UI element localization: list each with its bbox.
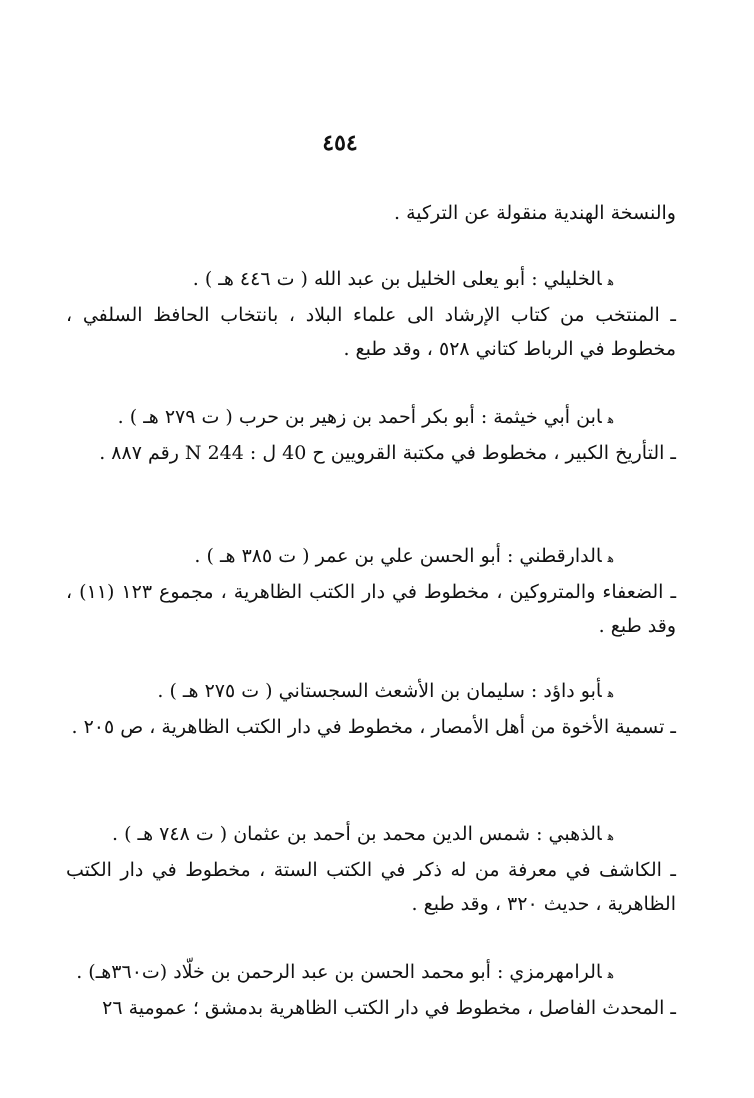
entry-khalili: [66, 262, 676, 366]
entry-dhahabi: [66, 817, 676, 921]
bullet-icon: ه: [607, 686, 614, 700]
intro-line: والنسخة الهندية منقولة عن التركية .: [394, 202, 676, 224]
entry-head-text: الدارقطني : أبو الحسن علي بن عمر ( ت ٣٨٥ هـ ) .: [194, 545, 602, 567]
entry-ibn-abi-khaythama: [66, 400, 676, 470]
entry-daraqutni: [66, 539, 676, 643]
entry-desc: ـ التأريخ الكبير ، مخطوط في مكتبة القرويين ح 40 ل : N 244 رقم ٨٨٧ .: [99, 442, 676, 464]
entry-head: [66, 539, 676, 575]
bullet-icon: ه: [607, 967, 614, 981]
bullet-icon: ه: [607, 551, 614, 565]
entry-head-text: الرامهرمزي : أبو محمد الحسن بن عبد الرحمن بن خلّاد (ت٣٦٠هـ) .: [76, 961, 602, 983]
bullet-icon: ه: [607, 829, 614, 843]
entry-head-text: الذهبي : شمس الدين محمد بن أحمد بن عثمان ( ت ٧٤٨ هـ ) .: [111, 823, 602, 845]
entry-abu-dawud: [66, 674, 676, 744]
entry-desc: ـ المنتخب من كتاب الإرشاد الى علماء البلاد ، بانتخاب الحافظ السلفي ، مخطوط في الرباط كتاني ٥٢٨ ، وقد طبع .: [66, 304, 676, 360]
entry-head-text: أبو داؤد : سليمان بن الأشعث السجستاني ( ت ٢٧٥ هـ ) .: [157, 680, 602, 702]
bullet-icon: ه: [607, 274, 614, 288]
entry-ramahurmuzi: [66, 955, 676, 1025]
entry-desc: ـ الضعفاء والمتروكين ، مخطوط في دار الكتب الظاهرية ، مجموع ١٢٣ (١١) ، وقد طبع .: [66, 581, 677, 637]
bullet-icon: ه: [607, 412, 614, 426]
entry-head: [66, 674, 676, 710]
entry-desc: ـ المحدث الفاصل ، مخطوط في دار الكتب الظاهرية بدمشق ؛ عمومية ٢٦: [102, 997, 676, 1019]
entry-head: [66, 400, 676, 436]
entry-head-text: الخليلي : أبو يعلى الخليل بن عبد الله ( ت ٤٤٦ هـ ) .: [192, 268, 602, 290]
entry-head: [66, 955, 676, 991]
entry-desc: ـ الكاشف في معرفة من له ذكر في الكتب الستة ، مخطوط في دار الكتب الظاهرية ، حديث ٣٢٠ ، وقد طبع .: [66, 859, 676, 915]
page-number: ٤٥٤: [322, 130, 358, 156]
entry-head-text: ابن أبي خيثمة : أبو بكر أحمد بن زهير بن حرب ( ت ٢٧٩ هـ ) .: [117, 406, 602, 428]
entry-desc: ـ تسمية الأخوة من أهل الأمصار ، مخطوط في دار الكتب الظاهرية ، ص ٢٠٥ .: [71, 716, 676, 738]
entry-head: [66, 262, 676, 298]
entry-head: [66, 817, 676, 853]
